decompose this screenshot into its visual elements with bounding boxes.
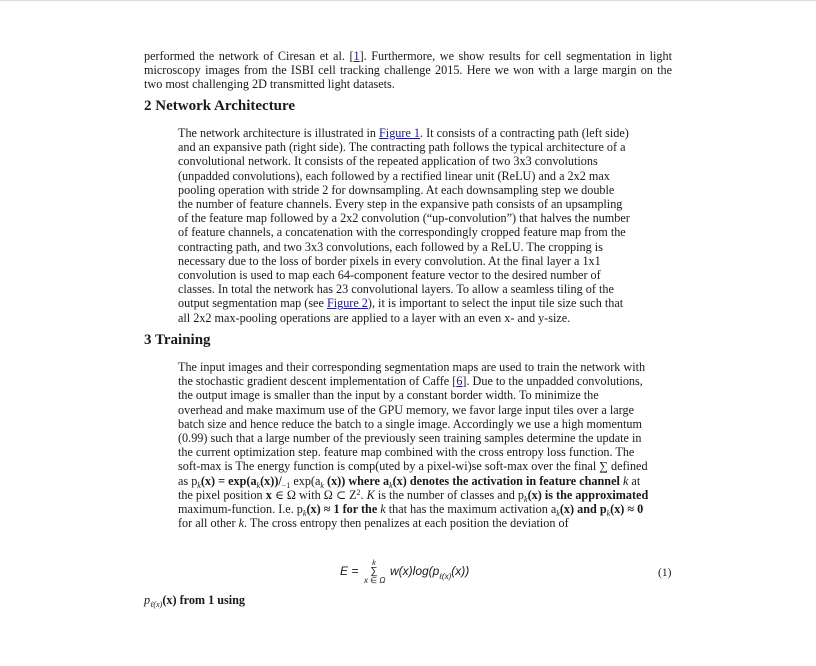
equation-rhs-subscript: ℓ(x) <box>439 572 452 581</box>
math-text: (x) from 1 using <box>162 593 246 607</box>
math-text: exp(a <box>290 473 321 488</box>
training-paragraph <box>178 360 649 531</box>
training-line: soft-max is The energy function is comp(uted by a pixel-wi)se soft-max over the final ∑ defined <box>178 459 648 474</box>
sigma-glyph: ∑ <box>370 566 378 577</box>
math-text: that has the maximum activation a <box>385 502 557 517</box>
intro-text-b: ]. Furthermore, we show results for cell segmentation in light microscopy images from the ISBI cell tracking challenge 2015. Here we won with a large margin on the two most challenging 2D transmitted light datasets. <box>144 49 672 92</box>
section-3-heading: 3 Training <box>144 332 211 348</box>
arch-text-a: The network architecture is illustrated in <box>178 126 380 140</box>
math-text: (x))/ <box>260 473 282 488</box>
summation-lower: x ∈ Ω <box>364 576 386 585</box>
equation-rhs <box>390 564 469 581</box>
math-text: (x) and p <box>559 502 607 517</box>
math-text: (x) ≈ 0 <box>610 502 644 517</box>
math-text: as p <box>178 473 198 488</box>
math-text: (x)) where a <box>323 473 390 488</box>
pixel-position-line <box>178 487 649 504</box>
math-text: is the number of classes and p <box>374 487 525 502</box>
math-subscript: k <box>302 509 307 519</box>
section-2-heading: 2 Network Architecture <box>144 98 296 114</box>
network-architecture-paragraph <box>178 126 630 325</box>
math-text: (x) ≈ 1 for the <box>306 502 381 517</box>
math-text: . The cross entropy then penalizes at each position the deviation of <box>244 516 569 531</box>
equation-number: (1) <box>658 567 672 579</box>
math-variable: k <box>622 473 629 488</box>
figure-2-link[interactable]: Figure 2 <box>326 296 368 311</box>
training-line: batch size and hence reduce the batch to a single image. Accordingly we use a high momentum <box>178 416 642 431</box>
math-subscript: −1 <box>281 480 291 490</box>
math-variable: k <box>380 502 386 517</box>
softmax-definition-line <box>178 474 640 488</box>
equation-rhs-b: (x)) <box>451 564 470 578</box>
math-subscript: ℓ(x) <box>150 600 163 609</box>
energy-equation <box>340 560 540 590</box>
math-text: ∈ Ω with Ω ⊂ Z <box>271 487 357 502</box>
arch-text-b: . It consists of a contracting path (left side) and an expansive path (right side). The contracting path follows the typical architecture of a convolutional network. It consists of the repeated application of two 3x3 convolutions (unpadded convolutions), each followed by a rectified linear unit (ReLU) and a 2x2 max pooling operation with stride 2 for downsampling. At each downsampling step we double the number of feature channels. Every step in the expansive path consists of an upsampling of the feature map followed by a 2x2 convolution (“up-convolution”) that halves the number of feature channels, a concatenation with the correspondingly cropped feature map from the contracting path, and two 3x3 convolutions, each followed by a ReLU. The cropping is necessary due to the loss of border pixels in every convolution. At the final layer a 1x1 convolution is used to map each 64-component feature vector to the desired number of classes. In total the network has 23 convolutional layers. To allow a seamless tiling of the output segmentation map (see <box>178 126 630 311</box>
intro-text-a: performed the network of Ciresan et al. [ <box>144 49 354 63</box>
math-text: the pixel position <box>178 487 266 502</box>
math-variable: x <box>265 487 272 502</box>
math-subscript: k <box>197 480 201 490</box>
cross-entropy-line <box>178 516 640 530</box>
training-line <box>178 374 643 389</box>
arch-text-c: ), it is important to select the input tile size such that all 2x2 max-pooling operations are applied to a layer with an even x- and y-size. <box>178 296 624 325</box>
math-subscript: k <box>606 509 611 519</box>
training-line-part: the stochastic gradient descent implementation of Caffe [ <box>178 374 457 389</box>
summation-upper: k <box>372 560 376 567</box>
citation-6-link[interactable]: 6 <box>456 374 463 389</box>
math-variable: K <box>366 487 375 502</box>
math-text: at <box>628 473 641 488</box>
citation-1-link[interactable]: 1 <box>353 49 360 63</box>
math-subscript: k <box>556 509 560 519</box>
figure-1-link[interactable]: Figure 1 <box>379 126 420 140</box>
math-text: for all other <box>178 516 239 531</box>
math-subscript: k <box>524 494 528 504</box>
math-variable: p <box>144 593 151 607</box>
math-text: . <box>360 487 367 502</box>
math-subscript: k <box>256 480 261 490</box>
equation-rhs-a: w(x)log(p <box>390 564 440 578</box>
intro-paragraph <box>144 49 672 92</box>
maximum-function-line <box>178 502 644 519</box>
math-text: (x) is the approximated <box>527 487 649 502</box>
math-text: (x) denotes the activation in feature channel <box>392 473 623 488</box>
training-line: The input images and their corresponding segmentation maps are used to train the network with <box>178 360 646 374</box>
summation-symbol <box>368 560 380 576</box>
training-line: the current optimization step. feature map combined with the cross entropy loss function. The <box>178 445 635 460</box>
math-superscript: 2 <box>356 487 361 497</box>
training-line: (0.99) such that a large number of the previously seen training samples determine the update in <box>178 431 642 446</box>
equation-lhs: E = <box>340 564 359 578</box>
math-variable: k <box>238 516 244 531</box>
math-subscript: k <box>320 480 324 490</box>
trailing-text <box>144 593 245 608</box>
math-subscript: k <box>389 480 393 490</box>
math-text: (x) = exp(a <box>200 473 257 488</box>
math-text: maximum-function. I.e. p <box>178 502 303 517</box>
training-line-part: ]. Due to the unpadded convolutions, <box>462 374 643 389</box>
training-line: overhead and make maximum use of the GPU memory, we favor large input tiles over a large <box>178 402 634 417</box>
training-line: the output image is smaller than the input by a constant border width. To minimize the <box>178 388 599 403</box>
